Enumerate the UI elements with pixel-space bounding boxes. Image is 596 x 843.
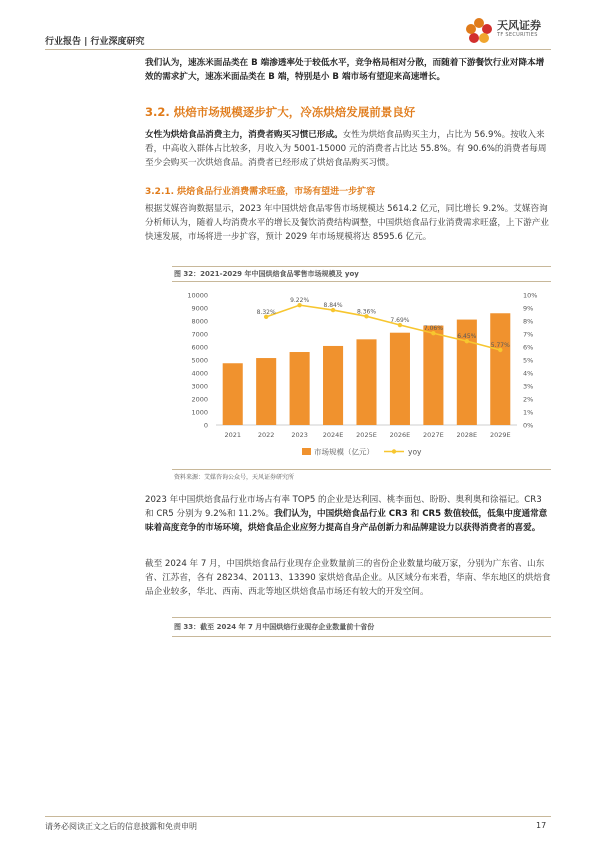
figure-32-bottom-line (172, 469, 551, 470)
bar (223, 363, 243, 425)
figure-32-top-line (172, 266, 551, 267)
x-tick-label: 2029E (489, 431, 511, 439)
paragraph-2-text: 女性为烘焙食品购买主力，占比为 56.9%。按收入来看，中高收入群体占比较多，月收入为 5001-15000 元的消费者占比达 55.8%。有 90.6%的消费者每周至少会购买一次烘焙食品。消费者已经形成了烘焙食品购买习惯。 (145, 130, 547, 168)
paragraph-4 (145, 493, 551, 535)
y-left-tick-label: 1000 (191, 408, 208, 417)
market-size-chart (172, 283, 551, 468)
paragraph-1-text: 我们认为，速冻米面品类在 B 端渗透率处于较低水平，竞争格局相对分散，而随着下游餐饮行业对降本增效的需求扩大，速冻米面品类在 B 端，特别是小 B 端市场有望迎来高速增长。 (145, 58, 545, 82)
footer-disclaimer: 请务必阅读正文之后的信息披露和免责申明 (45, 822, 197, 831)
yoy-data-label: 5.77% (490, 341, 510, 349)
y-right-tick-label: 3% (523, 382, 534, 391)
report-header: 行业报告 | 行业深度研究 (45, 37, 145, 47)
header-divider (45, 49, 551, 50)
y-left-tick-label: 3000 (191, 382, 208, 391)
x-tick-label: 2026E (389, 431, 411, 439)
y-left-tick-label: 10000 (187, 291, 208, 300)
company-logo (463, 15, 555, 47)
figure-33-title-line (172, 636, 551, 637)
legend-line-marker (392, 449, 396, 453)
bar (323, 346, 343, 425)
paragraph-1 (145, 56, 551, 84)
legend-bar-swatch (302, 448, 311, 455)
section-title: 3.2. 烘焙市场规模逐步扩大，冷冻烘焙发展前景良好 (145, 105, 416, 119)
bar (423, 326, 443, 425)
x-tick-label: 2024E (322, 431, 344, 439)
bar (356, 339, 376, 425)
yoy-data-label: 6.45% (457, 333, 477, 341)
y-right-tick-label: 6% (523, 343, 534, 352)
yoy-data-label: 8.36% (356, 308, 377, 316)
page-number: 17 (536, 821, 547, 830)
bar (490, 313, 510, 425)
logo-name: 天风证券 (497, 19, 541, 32)
x-tick-label: 2025E (356, 431, 377, 439)
paragraph-2 (145, 128, 551, 170)
x-tick-label: 2023 (291, 431, 308, 439)
paragraph-5-text: 截至 2024 年 7 月，中国烘焙食品行业现存企业数量前三的省份企业数量均破万家，分别为广东省、山东省、江苏省，各有 28234、20113、13390 家烘焙食品企业。从区域分布来看，华南、华东地区的烘焙食品企业较多，华北、西南、西北等地区烘焙食品市场还有较大的开发空间。 (145, 559, 551, 597)
y-right-tick-label: 0% (523, 421, 534, 430)
figure-32-title: 图 32：2021-2029 年中国烘焙食品零售市场规模及 yoy (174, 270, 359, 278)
x-tick-label: 2022 (257, 431, 275, 439)
bar (390, 333, 410, 425)
bar (290, 352, 310, 425)
y-right-tick-label: 9% (523, 304, 534, 313)
figure-33-title: 图 33：截至 2024 年 7 月中国烘焙行业现存企业数量前十省份 (174, 623, 375, 631)
y-right-tick-label: 10% (523, 291, 538, 300)
yoy-data-label: 7.06% (423, 325, 443, 333)
y-left-tick-label: 5000 (191, 356, 208, 365)
y-left-tick-label: 4000 (191, 369, 208, 378)
x-tick-label: 2027E (423, 431, 444, 439)
y-right-tick-label: 7% (523, 330, 534, 339)
y-right-tick-label: 1% (523, 408, 534, 417)
y-left-tick-label: 9000 (191, 304, 208, 313)
bar (256, 358, 276, 425)
y-left-tick-label: 7000 (191, 330, 208, 339)
yoy-data-label: 8.32% (256, 308, 276, 316)
yoy-data-label: 9.22% (290, 297, 310, 305)
y-right-tick-label: 4% (523, 369, 534, 378)
logo-flower-icon (463, 15, 495, 47)
paragraph-3-text: 根据艾媒咨询数据显示，2023 年中国烘焙食品零售市场规模达 5614.2 亿元，同比增长 9.2%。艾媒咨询分析师认为，随着人均消费水平的增长及餐饮消费结构调整，中国烘焙食品行业消费需求旺盛，上下游产业快速发展，市场将进一步扩容，预计 2029 年市场规模将达 8595.6 亿元。 (145, 204, 549, 242)
x-tick-label: 2028E (456, 431, 478, 439)
y-right-tick-label: 8% (523, 317, 534, 326)
legend-line-label: yoy (408, 447, 422, 457)
footer-divider (45, 816, 551, 817)
paragraph-4-bold: 我们认为，中国烘焙食品行业 CR3 和 CR5 数值较低，低集中度通常意味着高度竞争的市场环境，烘焙食品企业应努力提高自身产品创新力和品牌建设力以获得消费者的喜爱。 (145, 509, 548, 533)
figure-32-source: 资料来源：艾媒咨询公众号，天风证券研究所 (174, 474, 295, 481)
y-left-tick-label: 8000 (191, 317, 208, 326)
legend-bar-label: 市场规模（亿元） (314, 447, 374, 457)
yoy-data-label: 8.84% (323, 302, 343, 310)
yoy-data-label: 7.69% (390, 317, 410, 325)
figure-32-title-line (172, 281, 551, 282)
y-right-tick-label: 2% (523, 395, 534, 404)
paragraph-5 (145, 557, 551, 599)
paragraph-4-text: 2023 年中国烘焙食品行业市场占有率 TOP5 的企业是达利园、桃李面包、盼盼、奥利奥和徐福记。CR3 和 CR5 分别为 9.2%和 11.2%。 (145, 495, 542, 519)
paragraph-3 (145, 202, 551, 244)
y-left-tick-label: 2000 (191, 395, 208, 404)
logo-subtitle: TF SECURITIES (497, 32, 538, 38)
y-right-tick-label: 5% (523, 356, 534, 365)
figure-33-top-line (172, 617, 551, 618)
subsection-title: 3.2.1. 烘焙食品行业消费需求旺盛，市场有望进一步扩容 (145, 187, 376, 197)
x-tick-label: 2021 (224, 431, 241, 439)
paragraph-2-bold: 女性为烘焙食品消费主力，消费者购买习惯已形成。 (145, 130, 343, 140)
y-left-tick-label: 6000 (191, 343, 208, 352)
y-left-tick-label: 0 (203, 421, 208, 430)
